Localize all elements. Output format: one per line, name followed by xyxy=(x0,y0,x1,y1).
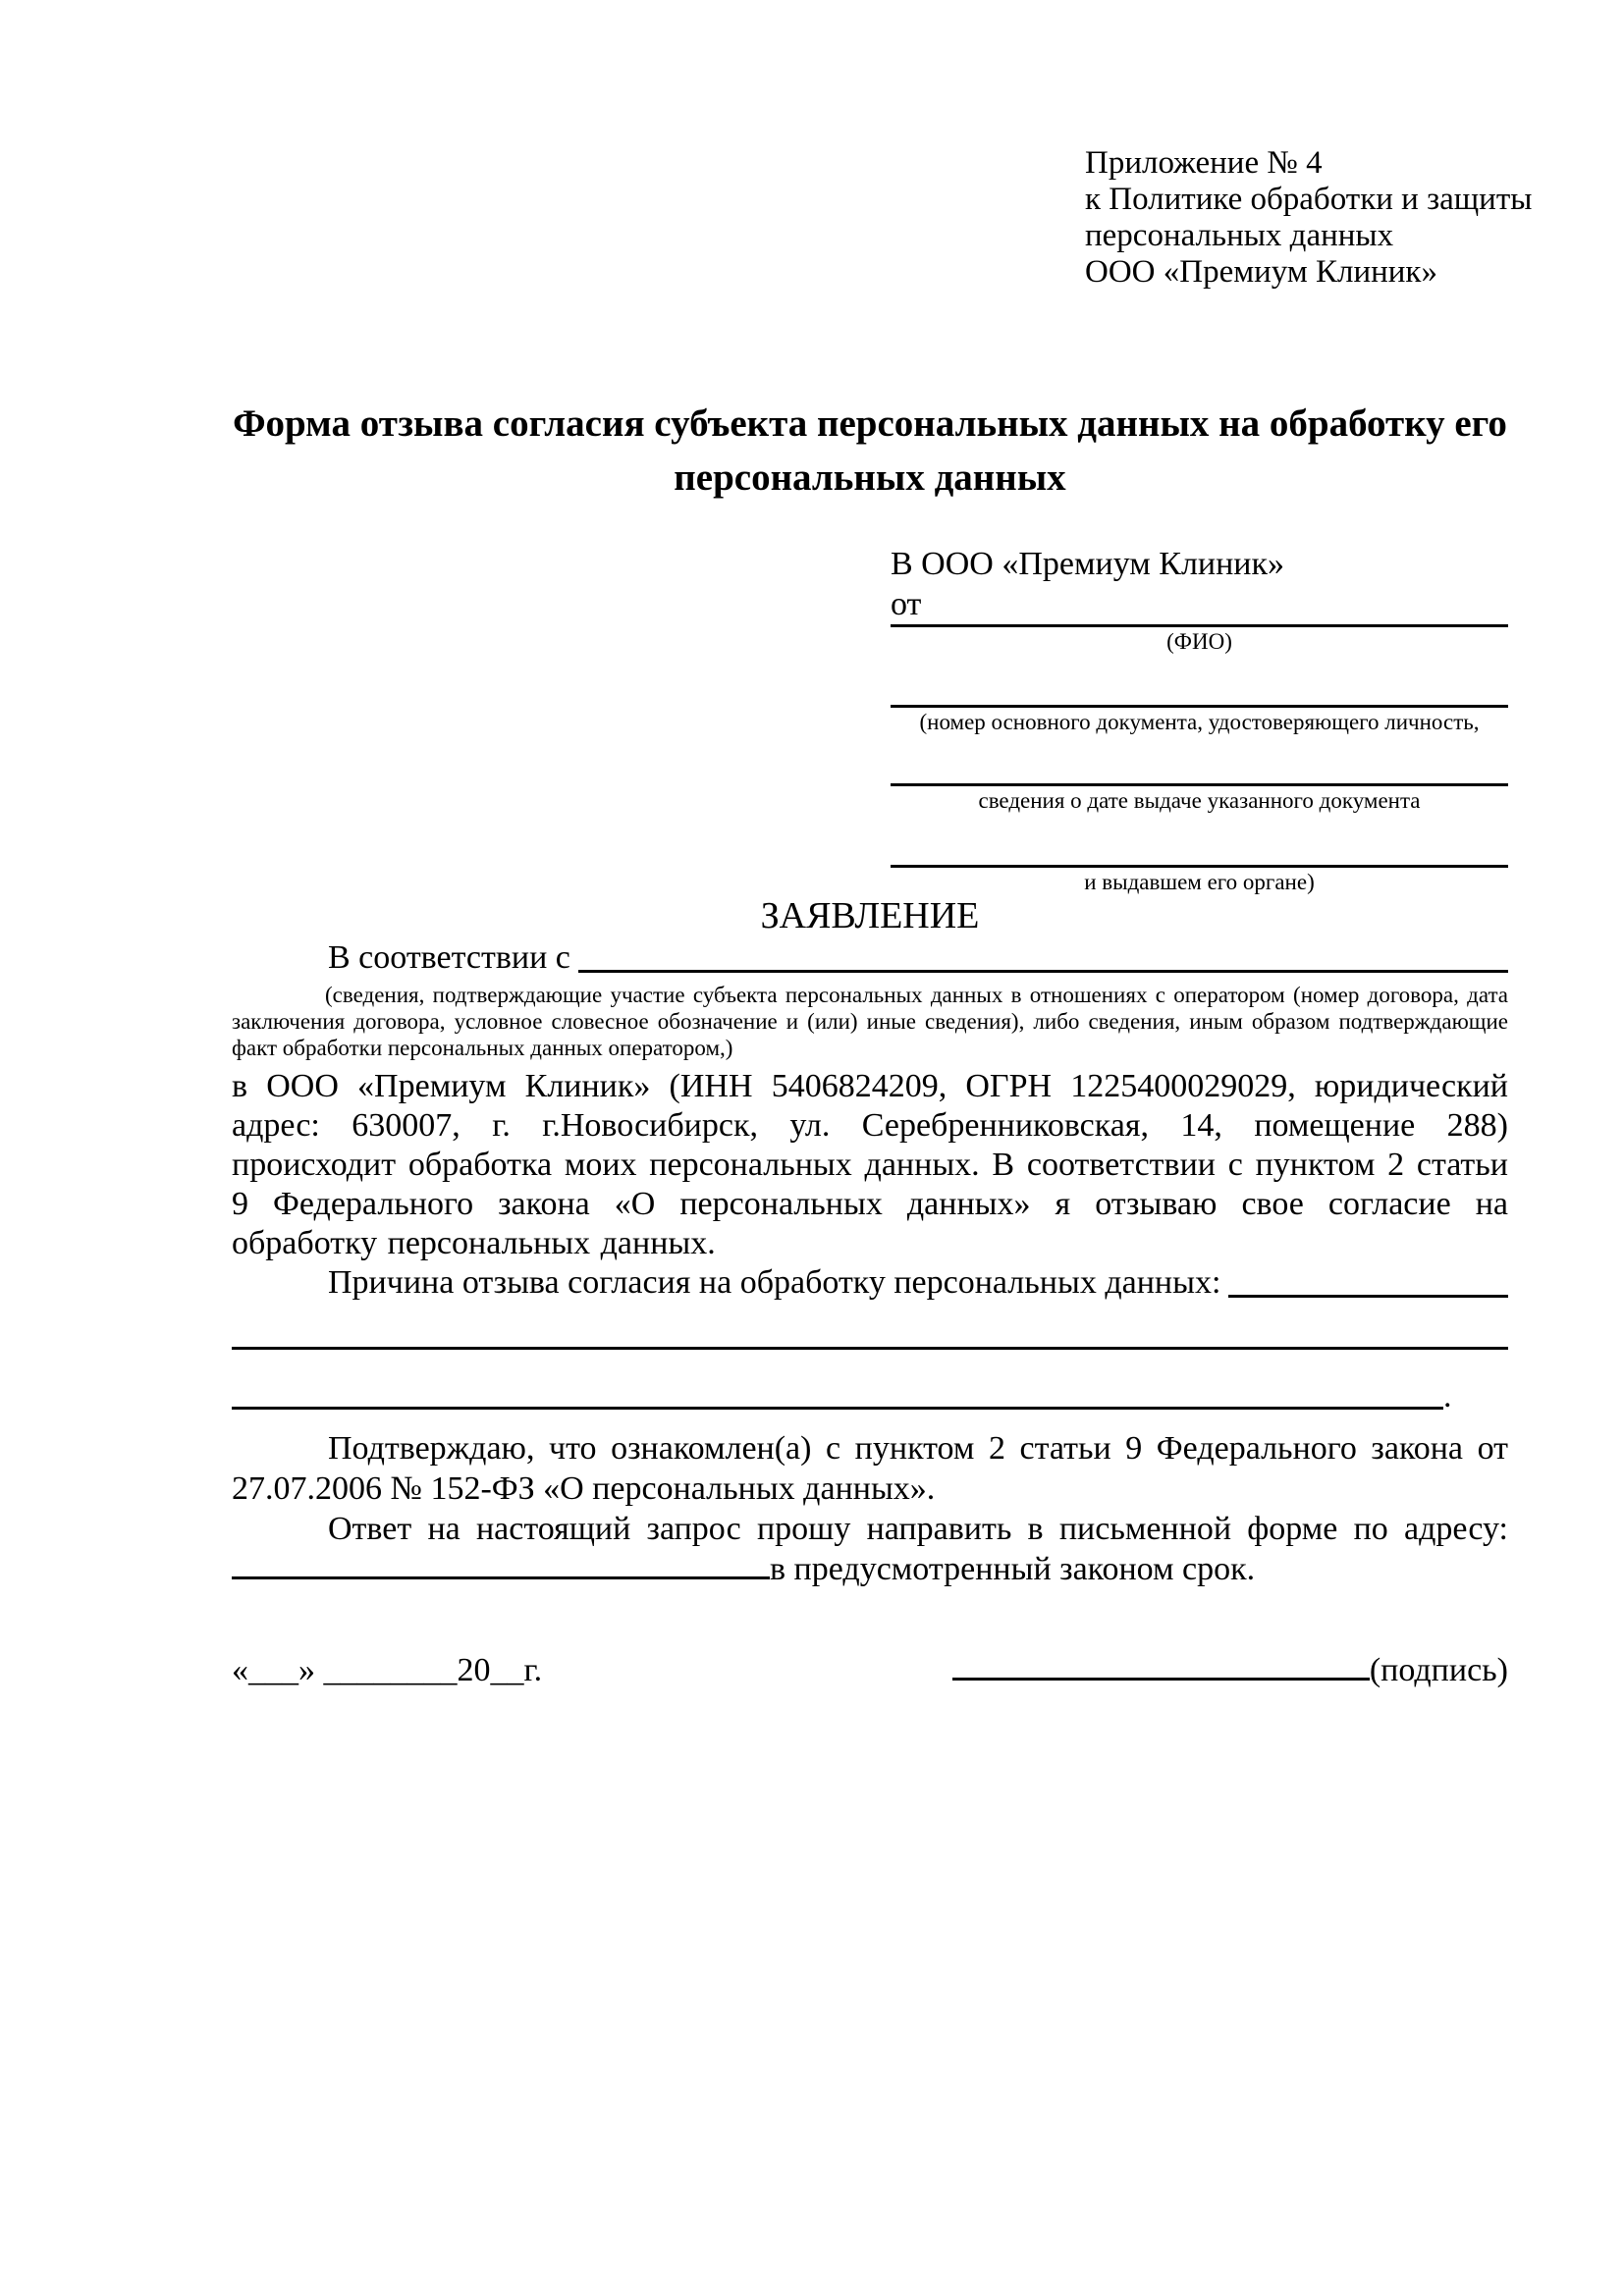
statement-heading: ЗАЯВЛЕНИЕ xyxy=(760,895,980,936)
signature-input-line[interactable] xyxy=(952,1675,1370,1681)
basis-input-line[interactable] xyxy=(578,970,1508,973)
basis-footnote: (сведения, подтверждающие участие субъекта персональных данных в отношениях с оператором (номер договора, дата заключения договора, условное словесное обозначение и (или) иные сведения), либо сведения, иным образом подтверждающие факт обработки персональных данных оператором,) xyxy=(232,983,1508,1060)
reason-row xyxy=(232,1263,1508,1303)
signature-caption: (подпись) xyxy=(1369,1652,1508,1688)
signature-group xyxy=(952,1650,1508,1691)
address-input-line[interactable] xyxy=(232,1574,770,1579)
statement-body: в ООО «Премиум Клиник» (ИНН 5406824209, ОГРН 1225400029029, юридический адрес: 630007, г. г.Новосибирск, ул. Серебренниковская, 14, помещение 288) происходит обработка моих персональных данных. В соответствии с пунктом 2 статьи 9 Федерального закона «О персональных данных» я отзываю свое согласие на обработку персональных данных. xyxy=(232,1068,1508,1261)
doc-number-caption: (номер основного документа, удостоверяющего личность, xyxy=(919,710,1480,734)
response-prefix: Ответ на настоящий запрос прошу направить в письменной форме по адресу: xyxy=(328,1511,1508,1547)
response-paragraph xyxy=(232,1509,1508,1589)
basis-row xyxy=(232,938,1508,978)
reason-row-3 xyxy=(232,1379,1508,1415)
basis-label: В соответствии с xyxy=(328,939,570,976)
appendix-header-line: к Политике обработки и защиты xyxy=(1085,182,1533,217)
addressee-organization: В ООО «Премиум Клиник» xyxy=(891,546,1285,582)
from-label: от xyxy=(891,586,922,622)
date-blank[interactable]: «___» ________20__г. xyxy=(232,1652,543,1688)
response-suffix: в предусмотренный законом срок. xyxy=(770,1551,1256,1587)
appendix-header-line: Приложение № 4 xyxy=(1085,145,1323,181)
form-title: Форма отзыва согласия субъекта персональных данных на обработку его персональных данных xyxy=(233,402,1507,499)
reason-input-line[interactable] xyxy=(1228,1295,1508,1298)
appendix-header-line: персональных данных xyxy=(1085,218,1394,253)
appendix-header-line: ООО «Премиум Клиник» xyxy=(1085,254,1437,290)
date-signature-row xyxy=(232,1650,1508,1691)
issuer-caption: и выдавшем его органе) xyxy=(1084,870,1315,894)
reason-label: Причина отзыва согласия на обработку персональных данных: xyxy=(328,1264,1221,1301)
appendix-header xyxy=(1085,145,1533,291)
reason-end-period: . xyxy=(1443,1378,1452,1415)
reason-input-line-2[interactable] xyxy=(232,1347,1508,1350)
addressee-block xyxy=(891,544,1508,897)
fio-caption: (ФИО) xyxy=(1166,629,1232,654)
confirmation-paragraph: Подтверждаю, что ознакомлен(а) с пунктом 2 статьи 9 Федерального закона от 27.07.2006 № 152-ФЗ «О персональных данных». xyxy=(232,1430,1508,1507)
reason-input-line-3[interactable] xyxy=(232,1407,1443,1410)
issue-date-caption: сведения о дате выдаче указанного документа xyxy=(978,788,1421,813)
